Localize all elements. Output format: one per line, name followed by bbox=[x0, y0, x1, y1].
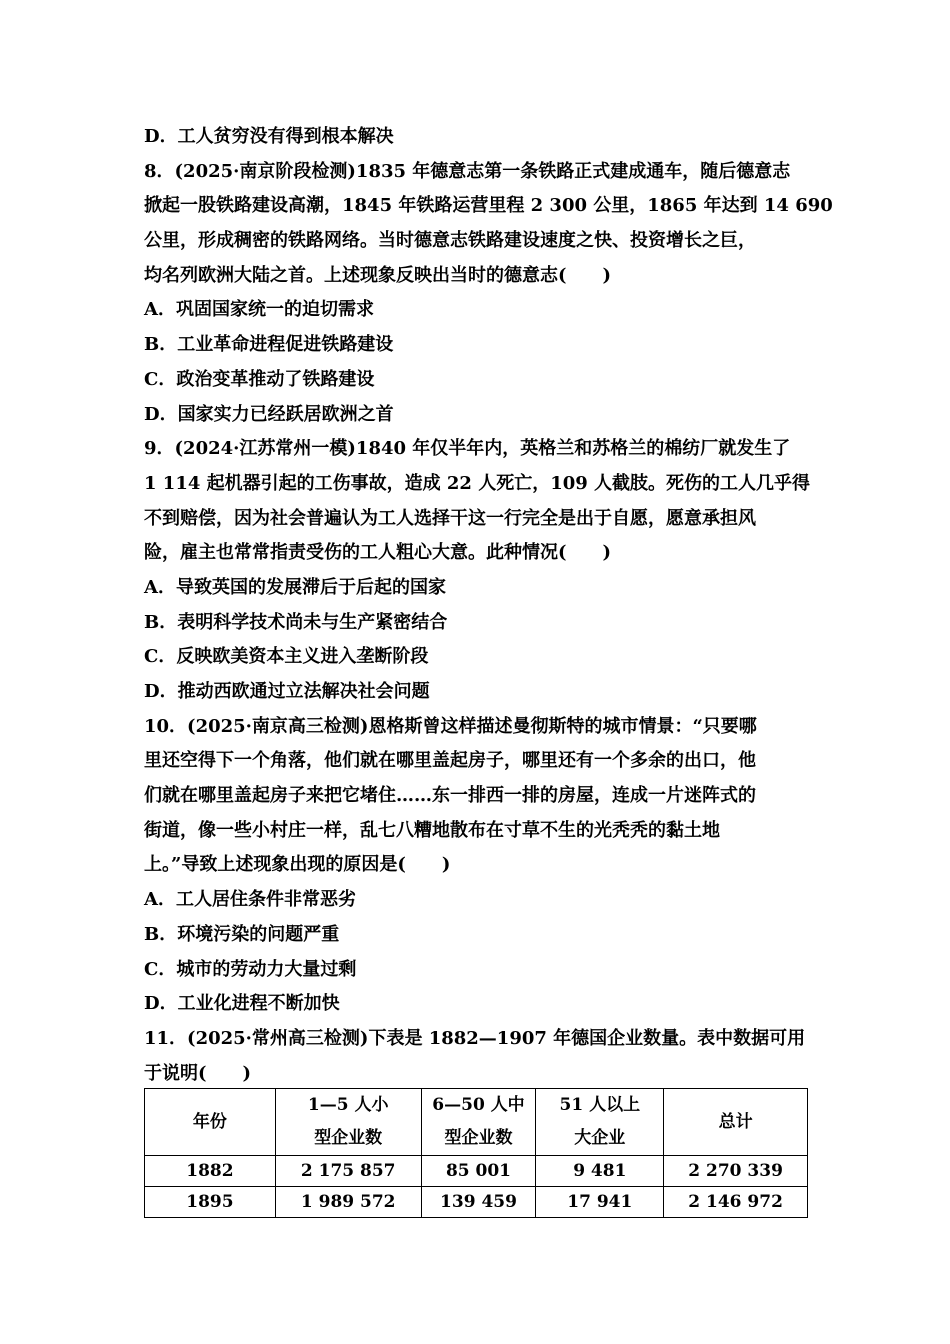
q9-option-b: B．表明科学技术尚未与生产紧密结合 bbox=[144, 611, 448, 633]
q8-stem-line: 公里，形成稠密的铁路网络。当时德意志铁路建设速度之快、投资增长之巨， bbox=[144, 230, 756, 252]
table-cell: 85 001 bbox=[421, 1156, 536, 1187]
table-cell: 2 146 972 bbox=[664, 1187, 808, 1218]
q8-stem-line: 均名列欧洲大陆之首。上述现象反映出当时的德意志( ) bbox=[144, 264, 612, 286]
table-cell: 17 941 bbox=[536, 1187, 664, 1218]
q10-stem-line: 街道，像一些小村庄一样，乱七八糟地散布在寸草不生的光秃秃的黏土地 bbox=[144, 819, 720, 841]
q9-option-a: A．导致英国的发展滞后于后起的国家 bbox=[144, 576, 446, 598]
q10-option-d: D．工业化进程不断加快 bbox=[144, 993, 340, 1015]
q10-stem-line: 们就在哪里盖起房子来把它堵住……东一排西一排的房屋，连成一片迷阵式的 bbox=[144, 785, 756, 807]
q10-stem-line: 10．(2025·南京高三检测)恩格斯曾这样描述曼彻斯特的城市情景：“只要哪 bbox=[144, 715, 757, 737]
table-cell: 2 175 857 bbox=[275, 1156, 421, 1187]
q10-stem-line: 里还空得下一个角落，他们就在哪里盖起房子，哪里还有一个多余的出口，他 bbox=[144, 750, 756, 772]
q7-option-d: D．工人贫穷没有得到根本解决 bbox=[144, 126, 394, 147]
table-header-row bbox=[145, 1089, 808, 1156]
q8-option-d: D．国家实力已经跃居欧洲之首 bbox=[144, 403, 394, 425]
table-cell: 1895 bbox=[145, 1187, 276, 1218]
q9-stem-line: 险，雇主也常常指责受伤的工人粗心大意。此种情况( ) bbox=[144, 542, 612, 564]
question-9 bbox=[144, 432, 811, 710]
header-total: 总计 bbox=[664, 1089, 808, 1156]
table-row bbox=[145, 1156, 808, 1187]
q10-option-b: B．环境污染的问题严重 bbox=[144, 923, 340, 945]
enterprise-table bbox=[144, 1088, 808, 1218]
q8-option-b: B．工业革命进程促进铁路建设 bbox=[144, 334, 394, 356]
table-cell: 2 270 339 bbox=[664, 1156, 808, 1187]
question-10 bbox=[144, 710, 808, 1022]
q11-stem-line: 于说明( ) bbox=[144, 1062, 252, 1084]
question-content bbox=[144, 120, 833, 1091]
header-large-enterprise: 51 人以上 大企业 bbox=[536, 1089, 664, 1156]
table-row bbox=[145, 1187, 808, 1218]
q9-stem-line: 9．(2024·江苏常州一模)1840 年仅半年内，英格兰和苏格兰的棉纺厂就发生了 bbox=[144, 438, 791, 460]
header-year: 年份 bbox=[145, 1089, 276, 1156]
header-medium-enterprise: 6—50 人中 型企业数 bbox=[421, 1089, 536, 1156]
q8-option-a: A．巩固国家统一的迫切需求 bbox=[144, 299, 374, 321]
q9-stem-line: 不到赔偿，因为社会普遍认为工人选择干这一行完全是出于自愿，愿意承担风 bbox=[144, 507, 756, 529]
q8-stem-line: 8．(2025·南京阶段检测)1835 年德意志第一条铁路正式建成通车，随后德意志 bbox=[144, 160, 791, 182]
q10-option-a: A．工人居住条件非常恶劣 bbox=[144, 889, 356, 911]
q8-stem-line: 掀起一股铁路建设高潮，1845 年铁路运营里程 2 300 公里，1865 年达到 14 690 bbox=[144, 195, 833, 217]
q9-option-c: C．反映欧美资本主义进入垄断阶段 bbox=[144, 646, 429, 668]
question-11 bbox=[144, 1022, 808, 1091]
q9-option-d: D．推动西欧通过立法解决社会问题 bbox=[144, 681, 430, 702]
table-cell: 139 459 bbox=[421, 1187, 536, 1218]
table-cell: 9 481 bbox=[536, 1156, 664, 1187]
table-cell: 1882 bbox=[145, 1156, 276, 1187]
q11-stem-line: 11．(2025·常州高三检测)下表是 1882—1907 年德国企业数量。表中数据可用 bbox=[144, 1027, 806, 1049]
table-cell: 1 989 572 bbox=[275, 1187, 421, 1218]
q10-option-c: C．城市的劳动力大量过剩 bbox=[144, 958, 357, 980]
q8-option-c: C．政治变革推动了铁路建设 bbox=[144, 368, 375, 390]
q9-stem-line: 1 114 起机器引起的工伤事故，造成 22 人死亡，109 人截肢。死伤的工人几乎得 bbox=[144, 472, 811, 494]
q10-stem-line: 上。”导致上述现象出现的原因是( ) bbox=[144, 854, 451, 876]
header-small-enterprise: 1—5 人小 型企业数 bbox=[275, 1089, 421, 1156]
question-8 bbox=[144, 155, 833, 433]
